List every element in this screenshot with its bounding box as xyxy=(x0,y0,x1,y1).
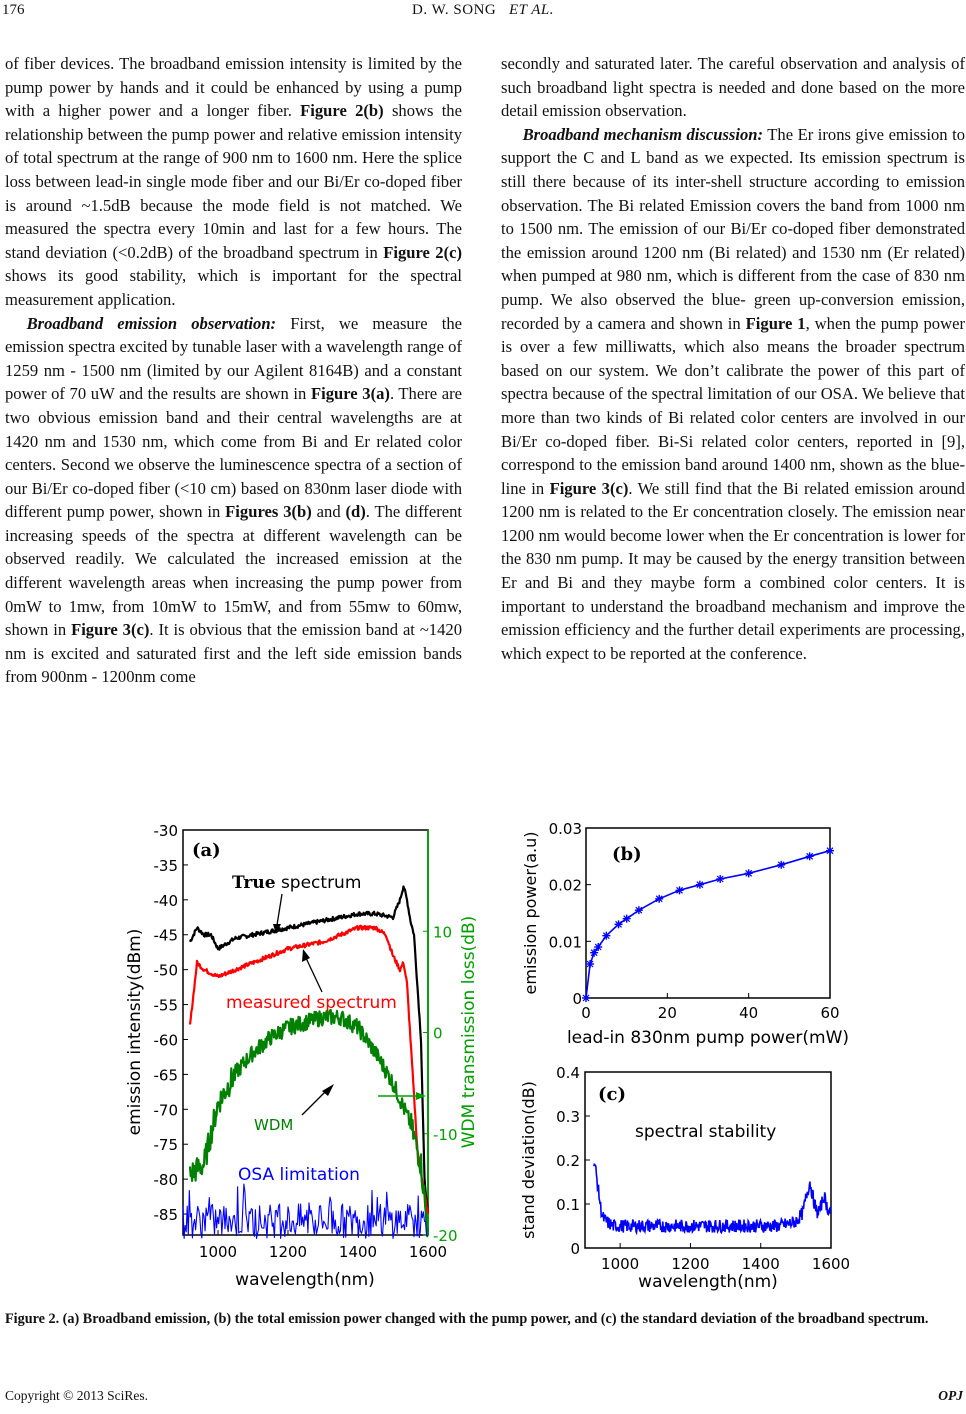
y-tick-label: 0.3 xyxy=(556,1108,580,1126)
running-head xyxy=(0,2,966,19)
y-tick-label: -65 xyxy=(153,1066,178,1085)
y-tick-label: 0.4 xyxy=(556,1064,580,1082)
text: . It is obvious that the emission band at ~1420 nm is excited and saturated first and the left side emission bands from 900nm - 1200nm come xyxy=(5,620,462,687)
x-tick-label: 1400 xyxy=(338,1243,378,1261)
x-tick-label: 1000 xyxy=(601,1255,640,1273)
data-point xyxy=(602,932,610,940)
x-tick-label: 1000 xyxy=(198,1243,238,1261)
x-tick-label: 1600 xyxy=(811,1255,851,1273)
figure-caption: Figure 2. (a) Broadband emission, (b) the total emission power changed with the pump power, and (c) the standard deviation of the broadband spectrum. xyxy=(5,1311,929,1327)
figure-2 xyxy=(0,810,966,1300)
panel-c-y-label: stand deviation(dB) xyxy=(519,1081,538,1239)
section-heading: Broadband emission observation: xyxy=(26,313,277,333)
arrow-measured-head xyxy=(302,949,310,962)
right-column xyxy=(501,52,965,665)
x-tick-label: 1200 xyxy=(671,1255,710,1273)
page-number: 176 xyxy=(2,2,25,18)
text: , when the pump power is over a few milliwatts, which also means the broader spectrum based on our system. We don’t calibrate the power of this part of spectra because of the spectral limitation of our OSA. We believe that more than two kinds of Bi related color centers are involved in our Bi/Er co-doped fiber. Bi-Si related color centers, reported in [9], correspond to the emission band around 1400 nm, shown as the blue-line in xyxy=(501,313,965,498)
text: The Er irons give emission to support the C and L band as we expected. Its emission spectrum is still there because of its inter-shell structure according to emission observation. The Bi related Emission covers the band from 1000 nm to 1500 nm. The emission of our Bi/Er co-doped fiber demonstrated the emission around 1200 nm (Bi related) and 1530 nm (Er related) when pumped at 980 nm, which is different from the case of 830 nm pump. We also observed the blue- green up-conversion emission, recorded by a camera and shown in xyxy=(501,124,965,333)
left-column xyxy=(5,52,462,689)
panel-b-y-label: emission power(a.u) xyxy=(521,831,540,995)
data-point xyxy=(615,920,623,928)
data-point xyxy=(594,943,602,951)
x-tick-label: 20 xyxy=(657,1004,677,1022)
text: . We still find that the Bi related emission around 1200 nm is related to the Er concentration closely. The emission near 1200 nm would become lower when the Er concentration is lower for the 830 nm pump. It may be caused by the energy transition between Er and Bi and they maybe form a combined color centers. It is important to understand the broadband mechanism and improve the emission efficiency and the further detail experiments are processing, which expect to be reported at the conference. xyxy=(501,478,965,663)
y-tick-label: 0.03 xyxy=(548,820,582,838)
running-head-etal: ET AL. xyxy=(508,2,554,18)
data-point xyxy=(745,869,753,877)
y-tick-label: -40 xyxy=(153,891,178,910)
annotation-true-spectrum xyxy=(232,873,361,893)
data-point xyxy=(623,915,631,923)
arrow-wdm-axis-head xyxy=(416,1092,426,1100)
y-tick-label: 0.1 xyxy=(556,1196,580,1214)
panel-c-annotation: spectral stability xyxy=(635,1122,777,1142)
panel-b-y-ticks xyxy=(549,820,591,1008)
y-tick-label: -55 xyxy=(153,996,178,1015)
panel-b-series xyxy=(582,847,834,1002)
annotation-wdm: WDM xyxy=(254,1116,294,1134)
y-tick-label: 0.02 xyxy=(548,876,582,895)
y-tick-label: 0 xyxy=(572,990,582,1008)
copyright: Copyright © 2013 SciRes. xyxy=(5,1388,149,1403)
text: of fiber devices. The broadband emission intensity is limited by the pump power by hands and it could be enhanced by using a pump with a higher power and a longer fiber. xyxy=(5,54,462,121)
data-point xyxy=(696,881,704,889)
arrow-wdm-head xyxy=(322,1084,334,1096)
paragraph xyxy=(501,123,965,666)
series-line xyxy=(586,851,830,998)
figure-ref: (d) xyxy=(345,502,366,522)
data-point xyxy=(826,847,834,855)
series-line xyxy=(594,1164,831,1232)
text: and xyxy=(316,502,341,522)
figure-ref: Figure 3(c) xyxy=(71,620,150,640)
series-true xyxy=(190,887,428,1213)
text: shows the relationship between the pump power and relative emission intensity of total spectrum at the range of 900 nm to 1600 nm. Here the splice loss between lead-in single mode fiber and our Bi/Er co-doped fiber is around ~1.5dB because the mode field is not matched. We measured the spectra every 10min and last for a few hours. The stand deviation (<0.2dB) of the broadband spectrum in xyxy=(5,101,462,262)
annotation-osa-limitation: OSA limitation xyxy=(238,1165,360,1185)
data-point xyxy=(655,895,663,903)
x-tick-label: 1600 xyxy=(408,1243,448,1261)
y-tick-label: -75 xyxy=(153,1136,178,1155)
figure-ref: Figure 2(b) xyxy=(300,101,384,121)
x-tick-label: 40 xyxy=(739,1004,759,1022)
y-tick-label: -35 xyxy=(153,856,178,875)
y-tick-label: -80 xyxy=(153,1171,178,1190)
text: . The different increasing speeds of the spectra at different wavelength can be observed readily. We calculated the increased emission at the different wavelength areas when increasing the pump power from 0mW to 1mw, from 10mW to 15mW, and from 55mw to 60mw, shown in xyxy=(5,502,462,640)
panel-a-y2-label: WDM transmission loss(dB) xyxy=(459,915,479,1149)
page-header xyxy=(0,0,966,30)
data-point xyxy=(635,906,643,914)
y-tick-label: -50 xyxy=(153,961,178,980)
figure-ref: Figure 2(c) xyxy=(383,242,462,262)
data-point xyxy=(777,861,785,869)
y2-tick-label: 10 xyxy=(433,923,453,942)
annotation-true-rest: spectrum xyxy=(280,873,362,893)
panel-a xyxy=(125,822,479,1290)
y-tick-label: -70 xyxy=(153,1101,178,1120)
panel-c xyxy=(519,1064,850,1292)
y2-tick-label: 0 xyxy=(433,1024,443,1043)
x-tick-label: 1400 xyxy=(741,1255,780,1273)
paragraph xyxy=(5,312,462,690)
paragraph xyxy=(501,52,965,123)
y-tick-label: -85 xyxy=(153,1206,178,1225)
panel-c-series xyxy=(594,1164,831,1232)
figure-ref: Figure 3(c) xyxy=(549,478,629,498)
panel-b-x-label: lead-in 830nm pump power(mW) xyxy=(566,1028,850,1048)
x-tick-label: 60 xyxy=(820,1004,840,1022)
text: shows its good stability, which is important for the spectral measurement application. xyxy=(5,266,462,309)
panel-a-y-label: emission intensity(dBm) xyxy=(125,928,145,1136)
data-point xyxy=(590,949,598,957)
panel-a-series xyxy=(183,887,428,1239)
annotation-true-bold: True xyxy=(232,873,276,893)
y-tick-label: -30 xyxy=(153,822,178,840)
text: secondly and saturated later. The careful observation and analysis of such broadband light spectra is needed and done based on the more detail emission observation. xyxy=(501,54,965,121)
y2-tick-label: -10 xyxy=(433,1125,458,1144)
y2-tick-label: -20 xyxy=(433,1227,458,1245)
section-heading: Broadband mechanism discussion: xyxy=(522,124,764,144)
annotation-measured-spectrum: measured spectrum xyxy=(226,993,397,1013)
y-tick-label: -60 xyxy=(153,1031,178,1050)
figure-ref: Figure 3(a) xyxy=(310,384,390,404)
y-tick-label: 0 xyxy=(570,1240,580,1258)
panel-c-x-label: wavelength(nm) xyxy=(638,1272,778,1292)
journal-abbrev: OPJ xyxy=(938,1388,963,1403)
page-footer xyxy=(5,1388,963,1404)
data-point xyxy=(586,960,594,968)
arrow-measured xyxy=(306,958,322,992)
data-point xyxy=(582,994,590,1002)
panel-b xyxy=(521,820,849,1048)
y-tick-label: 0.2 xyxy=(556,1152,580,1170)
panel-b-label: (b) xyxy=(612,844,642,865)
x-tick-label: 0 xyxy=(581,1004,591,1022)
series-osa xyxy=(183,1184,428,1238)
data-point xyxy=(806,852,814,860)
y-tick-label: 0.01 xyxy=(548,933,582,952)
x-tick-label: 1200 xyxy=(268,1243,308,1261)
text: . There are two obvious emission band and their central wavelengths are at 1420 nm and 1530 nm, which come from Bi and Er related color centers. Second we observe the luminescence spectra of a section of our Bi/Er co-doped fiber (<10 cm) based on 830nm laser diode with different pump power, shown in xyxy=(5,384,462,522)
text: First, we measure the emission spectra excited by tunable laser with a wavelength range of 1259 nm - 1500 nm (limited by our Agilent 8164B) and a constant power of 70 uW and the results are shown in xyxy=(5,313,462,404)
panel-c-label: (c) xyxy=(598,1084,626,1105)
panel-a-x-label: wavelength(nm) xyxy=(235,1270,375,1290)
data-point xyxy=(716,875,724,883)
y-tick-label: -45 xyxy=(153,926,178,945)
arrow-wdm xyxy=(302,1090,327,1115)
arrow-true xyxy=(277,894,282,925)
paragraph xyxy=(5,52,462,312)
panel-a-label: (a) xyxy=(192,840,221,861)
data-point xyxy=(676,886,684,894)
figure-ref: Figures 3(b) xyxy=(225,502,312,522)
series-wdm xyxy=(190,1010,428,1236)
running-head-authors: D. W. SONG xyxy=(412,2,497,18)
figure-ref: Figure 1 xyxy=(745,313,806,333)
